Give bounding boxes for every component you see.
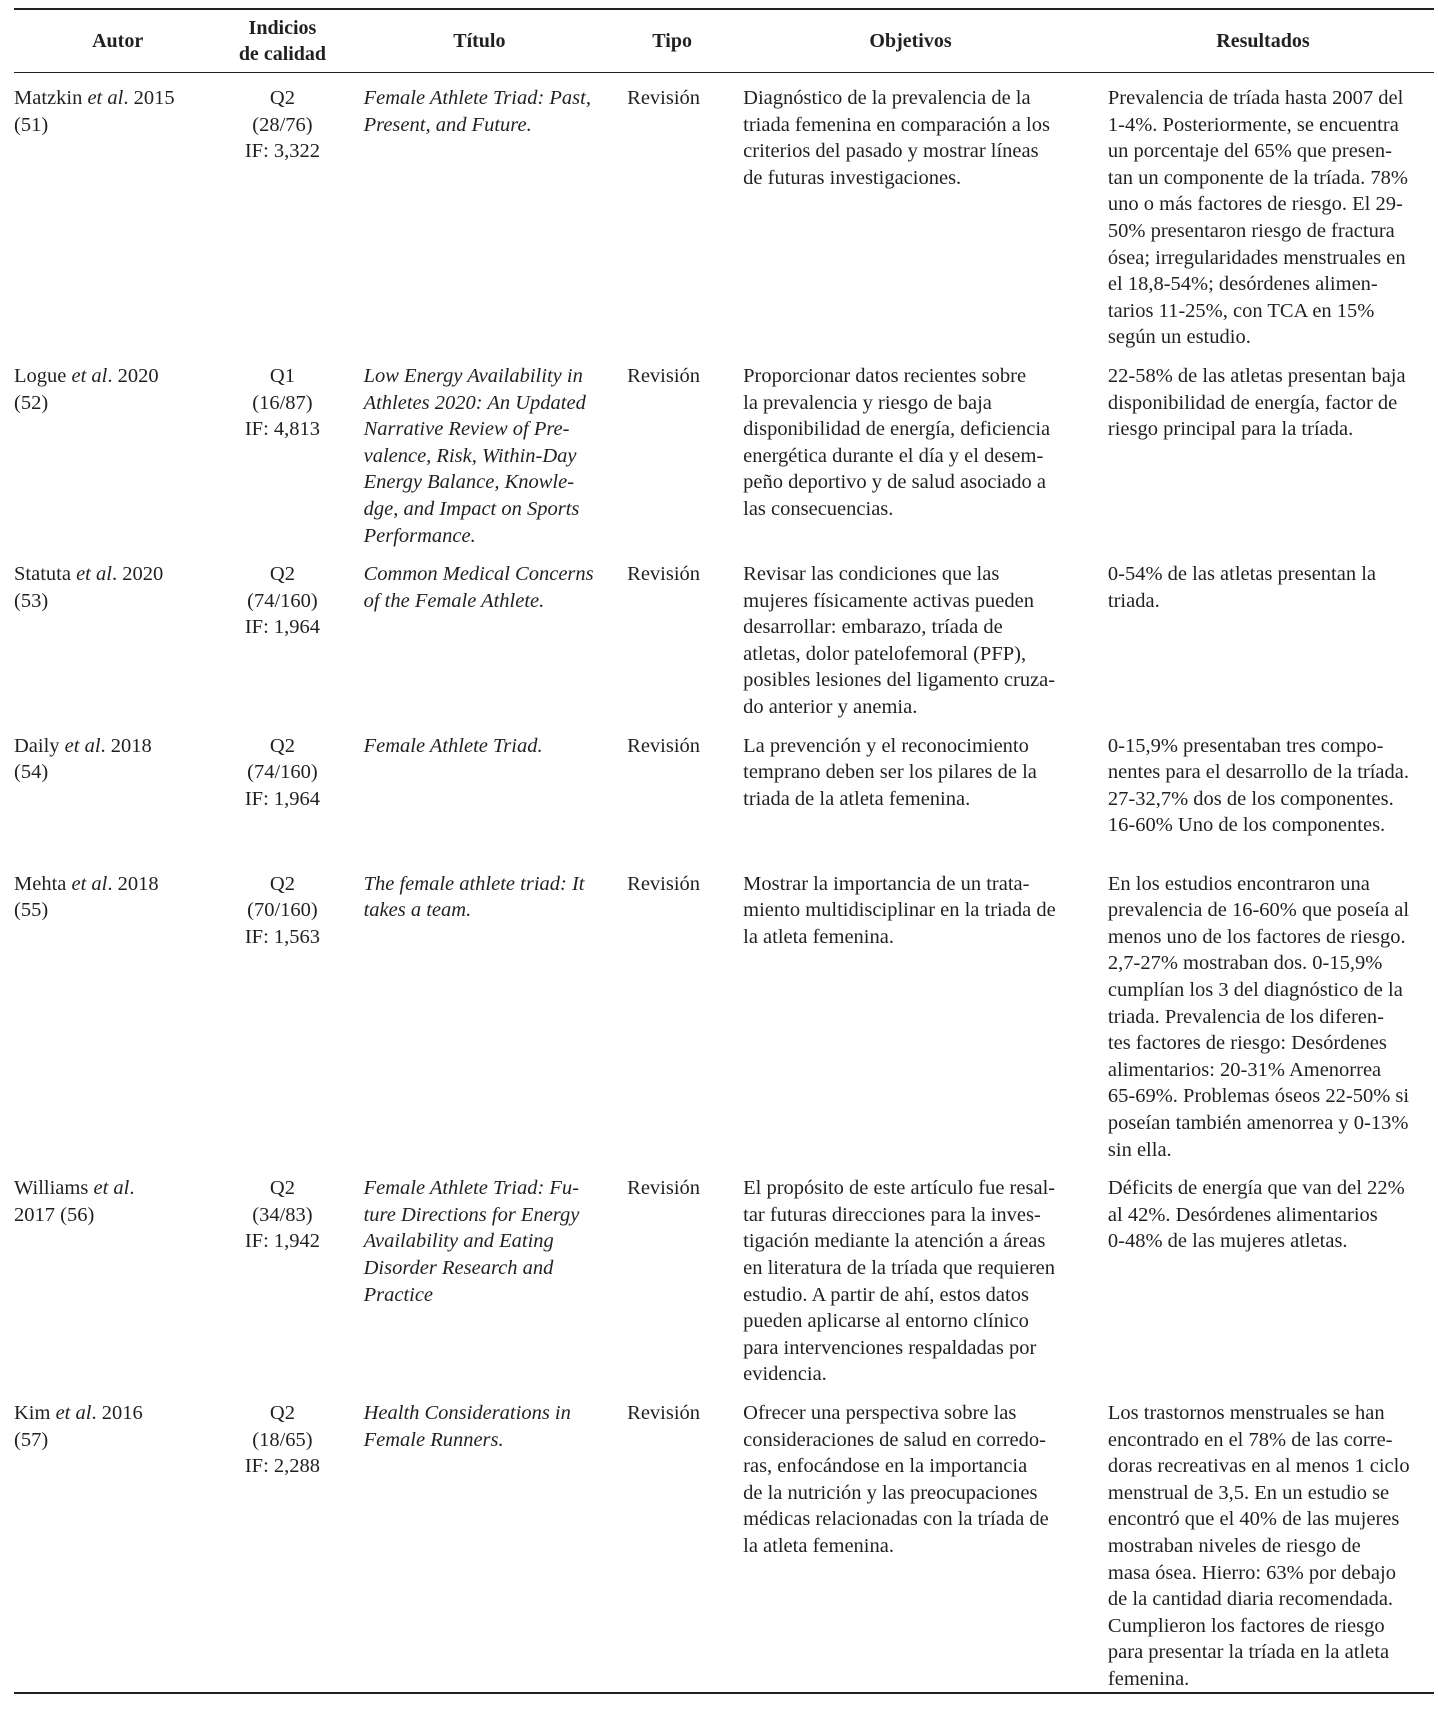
autor-etal: et al: [64, 734, 101, 757]
indicios-line: (34/83): [252, 1203, 313, 1226]
autor-line: [14, 561, 221, 588]
autor-text: (53): [14, 589, 49, 612]
resultados-line: 0-48% de las mujeres atletas.: [1107, 1230, 1348, 1253]
titulo-line: Health Considerations in: [363, 1401, 571, 1424]
titulo-line: of the Female Athlete.: [363, 589, 545, 612]
cell-indicios: [221, 351, 343, 549]
resultados-line: femenina.: [1107, 1667, 1190, 1690]
resultados-line: doras recreativas en al menos 1 ciclo: [1107, 1455, 1410, 1478]
resultados-line: triada. Prevalencia de los diferen-: [1107, 1005, 1384, 1028]
autor-etal: et al: [93, 1177, 130, 1200]
titulo-line: valence, Risk, Within-Day: [363, 444, 577, 467]
table-row: [14, 1388, 1434, 1694]
objetivos-line: consideraciones de salud en corredo-: [743, 1428, 1046, 1451]
objetivos-line: peño deportivo y de salud asociado a: [743, 471, 1046, 494]
table-row: [14, 549, 1434, 721]
header-row: [14, 9, 1434, 73]
autor-text: . 2018: [100, 734, 152, 757]
header-indicios: [221, 9, 343, 73]
indicios-line: IF: 4,813: [244, 418, 321, 441]
cell-tipo: Revisión: [627, 1401, 701, 1424]
objetivos-line: evidencia.: [743, 1363, 827, 1386]
cell-resultados: [1092, 73, 1434, 351]
indicios-line: IF: 1,964: [244, 616, 321, 639]
cell-resultados: [1092, 1388, 1434, 1694]
objetivos-line: la atleta femenina.: [743, 1534, 894, 1557]
cell-resultados: [1092, 1163, 1434, 1388]
indicios-line: IF: 1,563: [244, 925, 321, 948]
objetivos-line: tigación mediante la atención a áreas: [743, 1230, 1046, 1253]
objetivos-line: mujeres físicamente activas pueden: [743, 589, 1035, 612]
autor-text: Daily: [14, 734, 65, 757]
objetivos-line: disponibilidad de energía, deficiencia: [743, 418, 1051, 441]
objetivos-line: El propósito de este artículo fue resal-: [743, 1177, 1056, 1200]
cell-titulo: [344, 1163, 616, 1388]
cell-resultados: [1092, 351, 1434, 549]
cell-objetivos: [729, 1388, 1092, 1694]
cell-objetivos: [729, 549, 1092, 721]
cell-objetivos: [729, 1163, 1092, 1388]
autor-etal: et al: [76, 563, 112, 586]
indicios-line: Q2: [269, 87, 295, 109]
cell-resultados: [1092, 721, 1434, 859]
cell-indicios: [221, 859, 343, 1164]
autor-text: Matzkin: [14, 87, 88, 109]
resultados-line: masa ósea. Hierro: 63% por debajo: [1107, 1561, 1396, 1584]
autor-etal: et al: [71, 872, 108, 895]
autor-text: .: [129, 1177, 135, 1200]
autor-text: Logue: [14, 364, 72, 387]
resultados-line: sin ella.: [1107, 1138, 1172, 1161]
resultados-line: uno o más factores de riesgo. El 29-: [1107, 193, 1403, 216]
cell-titulo: [344, 549, 616, 721]
resultados-line: encontrado en el 78% de las corre-: [1107, 1428, 1393, 1451]
objetivos-line: médicas relacionadas con la tríada de: [743, 1508, 1049, 1531]
cell-indicios: [221, 1388, 343, 1694]
resultados-line: tes factores de riesgo: Desórdenes: [1107, 1032, 1387, 1055]
cell-indicios: [221, 721, 343, 859]
header-indicios-line: Indicios: [248, 17, 317, 39]
resultados-line: ósea; irregularidades menstruales en: [1107, 246, 1406, 269]
indicios-line: Q2: [269, 1401, 295, 1424]
objetivos-line: para intervenciones respaldadas por: [743, 1336, 1037, 1359]
titulo-line: Female Athlete Triad: Fu-: [363, 1177, 579, 1200]
cell-autor: [14, 1388, 221, 1694]
autor-text: (54): [14, 761, 49, 784]
autor-text: Williams: [14, 1177, 94, 1200]
resultados-line: un porcentaje del 65% que presen-: [1107, 140, 1392, 163]
objetivos-line: las consecuencias.: [743, 497, 894, 520]
resultados-line: 50% presentaron riesgo de fractura: [1107, 219, 1395, 242]
autor-etal: et al: [87, 87, 124, 109]
indicios-line: (16/87): [252, 391, 313, 414]
resultados-line: riesgo principal para la tríada.: [1107, 418, 1354, 441]
titulo-line: Energy Balance, Knowle-: [363, 471, 575, 494]
objetivos-line: estudio. A partir de ahí, estos datos: [743, 1283, 1029, 1306]
resultados-line: al 42%. Desórdenes alimentarios: [1107, 1203, 1378, 1226]
titulo-line: Female Athlete Triad.: [363, 734, 543, 757]
cell-indicios: [221, 73, 343, 351]
titulo-line: Athletes 2020: An Updated: [363, 391, 586, 414]
autor-text: . 2015: [123, 87, 175, 109]
header-indicios-line: de calidad: [238, 43, 327, 65]
resultados-line: Cumplieron los factores de riesgo: [1107, 1614, 1385, 1637]
table-header: [14, 9, 1434, 73]
resultados-line: tarios 11-25%, con TCA en 15%: [1107, 299, 1375, 322]
indicios-line: IF: 1,942: [244, 1230, 321, 1253]
resultados-line: para presentar la tríada en la atleta: [1107, 1641, 1390, 1664]
cell-autor: [14, 859, 221, 1164]
objetivos-line: triada de la atleta femenina.: [743, 787, 971, 810]
autor-text: . 2018: [107, 872, 159, 895]
autor-text: Kim: [14, 1401, 56, 1424]
table-row: [14, 721, 1434, 859]
cell-objetivos: [729, 859, 1092, 1164]
titulo-line: Present, and Future.: [363, 113, 532, 136]
resultados-line: encontró que el 40% de las mujeres: [1107, 1508, 1400, 1531]
resultados-line: 22-58% de las atletas presentan baja: [1107, 364, 1406, 387]
titulo-line: Common Medical Concerns: [363, 563, 594, 586]
autor-line: [14, 390, 221, 417]
autor-text: (57): [14, 1428, 49, 1451]
resultados-line: mostraban niveles de riesgo de: [1107, 1534, 1361, 1557]
cell-titulo: [344, 351, 616, 549]
autor-etal: et al: [71, 364, 108, 387]
indicios-line: Q1: [269, 364, 295, 387]
cell-titulo: [344, 73, 616, 351]
header-titulo: Título: [453, 30, 506, 52]
objetivos-line: La prevención y el reconocimiento: [743, 734, 1029, 757]
indicios-line: Q2: [269, 734, 295, 757]
header-tipo: Tipo: [652, 30, 692, 52]
autor-line: [14, 897, 221, 924]
resultados-line: menstrual de 3,5. En un estudio se: [1107, 1481, 1390, 1504]
autor-etal: et al: [55, 1401, 92, 1424]
autor-text: . 2020: [111, 563, 164, 586]
cell-titulo: [344, 721, 616, 859]
autor-line: [14, 1175, 221, 1202]
objetivos-line: do anterior y anemia.: [743, 696, 918, 719]
objetivos-line: de futuras investigaciones.: [743, 166, 962, 189]
resultados-line: según un estudio.: [1107, 326, 1251, 349]
cell-tipo: Revisión: [627, 563, 701, 586]
autor-text: (55): [14, 899, 49, 922]
autor-line: [14, 759, 221, 786]
resultados-line: alimentarios: 20-31% Amenorrea: [1107, 1058, 1382, 1081]
table-body: [14, 73, 1434, 1694]
table-row: [14, 859, 1434, 1164]
titulo-line: Female Athlete Triad: Past,: [363, 87, 591, 109]
cell-resultados: [1092, 859, 1434, 1164]
objetivos-line: Revisar las condiciones que las: [743, 563, 1000, 586]
cell-autor: [14, 73, 221, 351]
objetivos-line: Ofrecer una perspectiva sobre las: [743, 1401, 1017, 1424]
cell-indicios: [221, 1163, 343, 1388]
cell-autor: [14, 549, 221, 721]
titulo-line: Practice: [363, 1283, 434, 1306]
autor-text: (51): [14, 113, 49, 136]
cell-titulo: [344, 859, 616, 1164]
indicios-line: Q2: [269, 872, 295, 895]
titulo-line: Performance.: [363, 524, 476, 547]
cell-objetivos: [729, 351, 1092, 549]
header-objetivos: Objetivos: [869, 30, 952, 52]
indicios-line: IF: 1,964: [244, 787, 321, 810]
indicios-line: Q2: [269, 1177, 295, 1200]
cell-titulo: [344, 1388, 616, 1694]
indicios-line: Q2: [269, 563, 295, 586]
autor-line: [14, 85, 221, 112]
objetivos-line: atletas, dolor patelofemoral (PFP),: [743, 642, 1027, 665]
autor-text: Statuta: [14, 563, 77, 586]
resultados-line: poseían también amenorrea y 0-13%: [1107, 1112, 1409, 1134]
objetivos-line: temprano deben ser los pilares de la: [743, 761, 1037, 784]
resultados-line: Prevalencia de tríada hasta 2007 del: [1107, 87, 1404, 109]
header-resultados: Resultados: [1216, 30, 1310, 52]
objetivos-line: triada femenina en comparación a los: [743, 113, 1050, 136]
cell-autor: [14, 351, 221, 549]
resultados-line: triada.: [1107, 589, 1160, 612]
resultados-line: de la cantidad diaria recomendada.: [1107, 1588, 1394, 1611]
titulo-line: Low Energy Availability in: [363, 364, 583, 387]
autor-text: Mehta: [14, 872, 72, 895]
objetivos-line: la atleta femenina.: [743, 925, 894, 948]
resultados-line: 65-69%. Problemas óseos 22-50% si: [1107, 1085, 1410, 1108]
autor-line: [14, 1427, 221, 1454]
resultados-line: 0-54% de las atletas presentan la: [1107, 563, 1377, 586]
resultados-line: cumplían los 3 del diagnóstico de la: [1107, 979, 1403, 1002]
cell-objetivos: [729, 73, 1092, 351]
resultados-line: 0-15,9% presentaban tres compo-: [1107, 734, 1384, 757]
titulo-line: Availability and Eating: [363, 1230, 554, 1253]
indicios-line: IF: 2,288: [244, 1455, 321, 1478]
resultados-line: Déficits de energía que van del 22%: [1107, 1177, 1405, 1200]
indicios-line: (74/160): [247, 589, 318, 612]
cell-autor: [14, 1163, 221, 1388]
titulo-line: Narrative Review of Pre-: [363, 418, 570, 441]
titulo-line: Female Runners.: [363, 1428, 504, 1451]
resultados-line: prevalencia de 16-60% que poseía al: [1107, 899, 1410, 922]
autor-line: [14, 588, 221, 615]
autor-text: . 2020: [107, 364, 159, 387]
autor-line: [14, 1202, 221, 1229]
resultados-line: tan un componente de la tríada. 78%: [1107, 166, 1408, 189]
objetivos-line: ras, enfocándose en la importancia: [743, 1455, 1028, 1478]
objetivos-line: Mostrar la importancia de un trata-: [743, 872, 1030, 895]
objetivos-line: Proporcionar datos recientes sobre: [743, 364, 1027, 387]
resultados-line: el 18,8-54%; desórdenes alimen-: [1107, 273, 1378, 296]
objetivos-line: de la nutrición y las preocupaciones: [743, 1481, 1038, 1504]
indicios-line: (74/160): [247, 761, 318, 784]
objetivos-line: energética durante el día y el desem-: [743, 444, 1044, 467]
table-row: [14, 1163, 1434, 1388]
header-autor: Autor: [92, 30, 144, 52]
table-row: [14, 73, 1434, 351]
objetivos-line: posibles lesiones del ligamento cruza-: [743, 669, 1056, 692]
objetivos-line: tar futuras direcciones para la inves-: [743, 1203, 1041, 1226]
autor-text: 2017 (56): [14, 1203, 95, 1226]
cell-tipo: Revisión: [627, 364, 701, 387]
resultados-line: Los trastornos menstruales se han: [1107, 1401, 1385, 1424]
cell-resultados: [1092, 549, 1434, 721]
cell-objetivos: [729, 721, 1092, 859]
titulo-line: ture Directions for Energy: [363, 1203, 580, 1226]
titulo-line: Disorder Research and: [363, 1256, 554, 1279]
indicios-line: (70/160): [247, 899, 318, 922]
objetivos-line: en literatura de la tríada que requieren: [743, 1256, 1056, 1279]
resultados-line: 16-60% Uno de los componentes.: [1107, 814, 1386, 837]
titulo-line: dge, and Impact on Sports: [363, 497, 580, 520]
titulo-line: The female athlete triad: It: [363, 872, 585, 895]
cell-indicios: [221, 549, 343, 721]
titulo-line: takes a team.: [363, 899, 472, 922]
resultados-line: En los estudios encontraron una: [1107, 872, 1370, 895]
objetivos-line: miento multidisciplinar en la triada de: [743, 899, 1056, 922]
resultados-line: disponibilidad de energía, factor de: [1107, 391, 1398, 414]
autor-line: [14, 733, 221, 760]
indicios-line: IF: 3,322: [244, 140, 321, 163]
cell-tipo: Revisión: [627, 734, 701, 757]
objetivos-line: desarrollar: embarazo, tríada de: [743, 616, 1003, 639]
objetivos-line: criterios del pasado y mostrar líneas: [743, 140, 1039, 163]
indicios-line: (28/76): [252, 113, 313, 136]
cell-tipo: Revisión: [627, 872, 701, 895]
autor-line: [14, 112, 221, 139]
resultados-line: nentes para el desarrollo de la tríada.: [1107, 761, 1409, 784]
autor-text: (52): [14, 391, 49, 414]
cell-tipo: Revisión: [627, 1177, 701, 1200]
results-table: [14, 8, 1434, 1694]
cell-autor: [14, 721, 221, 859]
cell-tipo: Revisión: [627, 87, 701, 109]
resultados-line: 2,7-27% mostraban dos. 0-15,9%: [1107, 952, 1383, 975]
indicios-line: (18/65): [252, 1428, 313, 1451]
resultados-line: 27-32,7% dos de los componentes.: [1107, 787, 1394, 810]
resultados-line: 1-4%. Posteriormente, se encuentra: [1107, 113, 1399, 136]
resultados-line: menos uno de los factores de riesgo.: [1107, 925, 1406, 948]
autor-line: [14, 871, 221, 898]
table-row: [14, 351, 1434, 549]
objetivos-line: Diagnóstico de la prevalencia de la: [743, 87, 1031, 109]
autor-line: [14, 363, 221, 390]
autor-line: [14, 1400, 221, 1427]
autor-text: . 2016: [91, 1401, 143, 1424]
objetivos-line: pueden aplicarse al entorno clínico: [743, 1310, 1029, 1333]
objetivos-line: la prevalencia y riesgo de baja: [743, 391, 992, 414]
